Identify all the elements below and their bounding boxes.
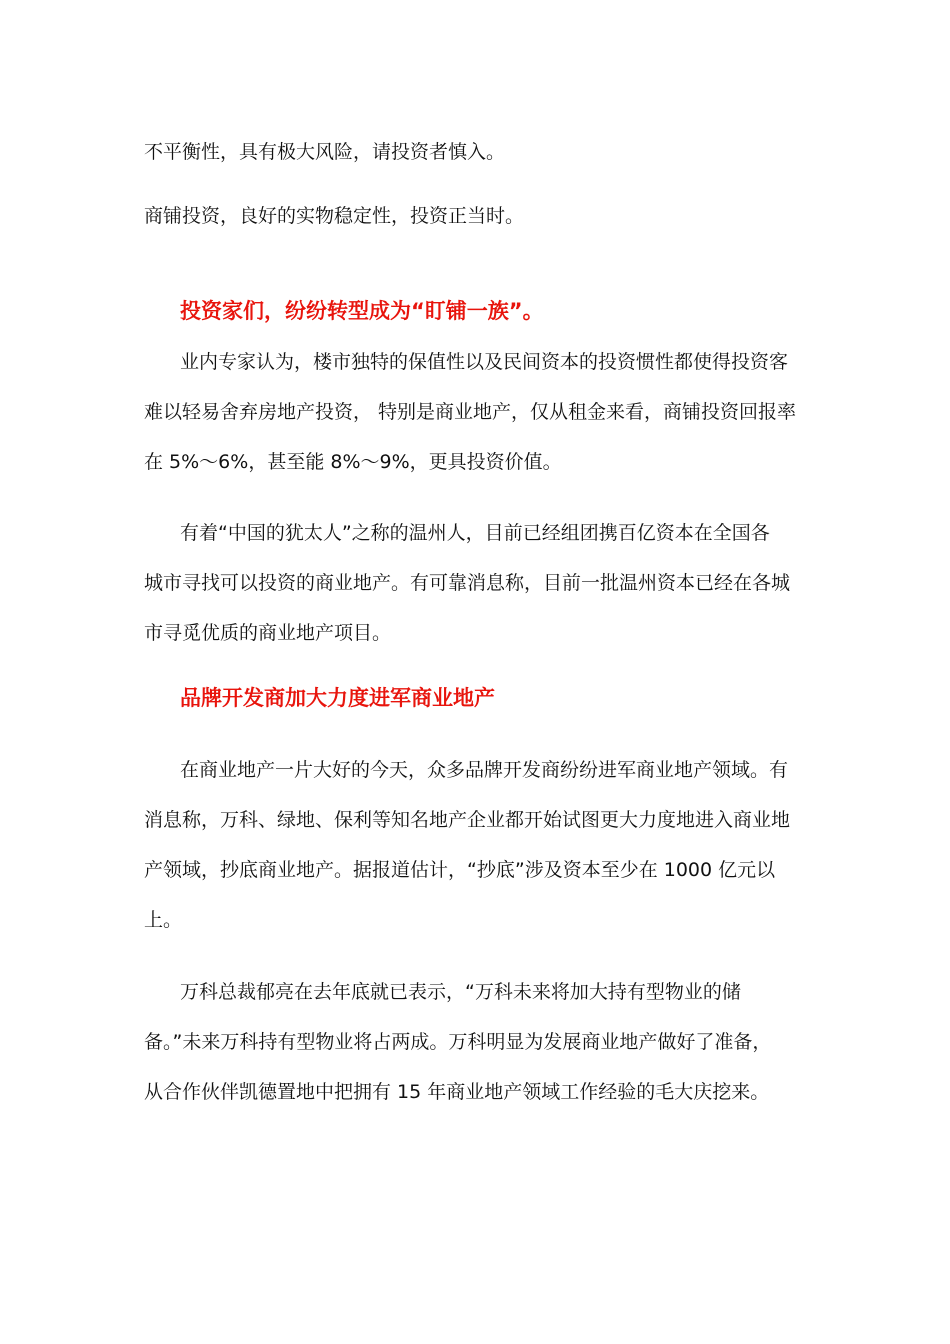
section-heading-investors: 投资家们，纷纷转型成为“盯铺一族”。: [180, 299, 544, 323]
body-line: 不平衡性，具有极大风险，请投资者慎入。: [144, 141, 506, 163]
body-line: 上。: [144, 909, 183, 931]
body-line: 从合作伙伴凯德置地中把拥有 15 年商业地产领域工作经验的毛大庆挖来。: [144, 1081, 770, 1103]
body-line: 万科总裁郁亮在去年底就已表示，“万科未来将加大持有型物业的储: [180, 981, 741, 1003]
body-line: 备。”未来万科持有型物业将占两成。万科明显为发展商业地产做好了准备，: [144, 1031, 772, 1053]
body-line: 市寻觅优质的商业地产项目。: [144, 622, 392, 644]
body-line: 在 5%～6%，甚至能 8%～9%，更具投资价值。: [144, 451, 562, 473]
body-line: 产领域，抄底商业地产。据报道估计，“抄底”涉及资本至少在 1000 亿元以: [144, 859, 776, 881]
body-line: 难以轻易舍弃房地产投资， 特别是商业地产，仅从租金来看，商铺投资回报率: [144, 401, 797, 423]
section-heading-developers: 品牌开发商加大力度进军商业地产: [180, 686, 495, 710]
body-line: 消息称，万科、绿地、保利等知名地产企业都开始试图更大力度地进入商业地: [144, 809, 791, 831]
body-line: 业内专家认为，楼市独特的保值性以及民间资本的投资惯性都使得投资客: [180, 351, 789, 373]
body-line: 在商业地产一片大好的今天，众多品牌开发商纷纷进军商业地产领域。有: [180, 759, 789, 781]
body-line: 有着“中国的犹太人”之称的温州人，目前已经组团携百亿资本在全国各: [180, 522, 770, 544]
body-line: 城市寻找可以投资的商业地产。有可靠消息称，目前一批温州资本已经在各城: [144, 572, 791, 594]
body-line: 商铺投资，良好的实物稳定性，投资正当时。: [144, 205, 525, 227]
